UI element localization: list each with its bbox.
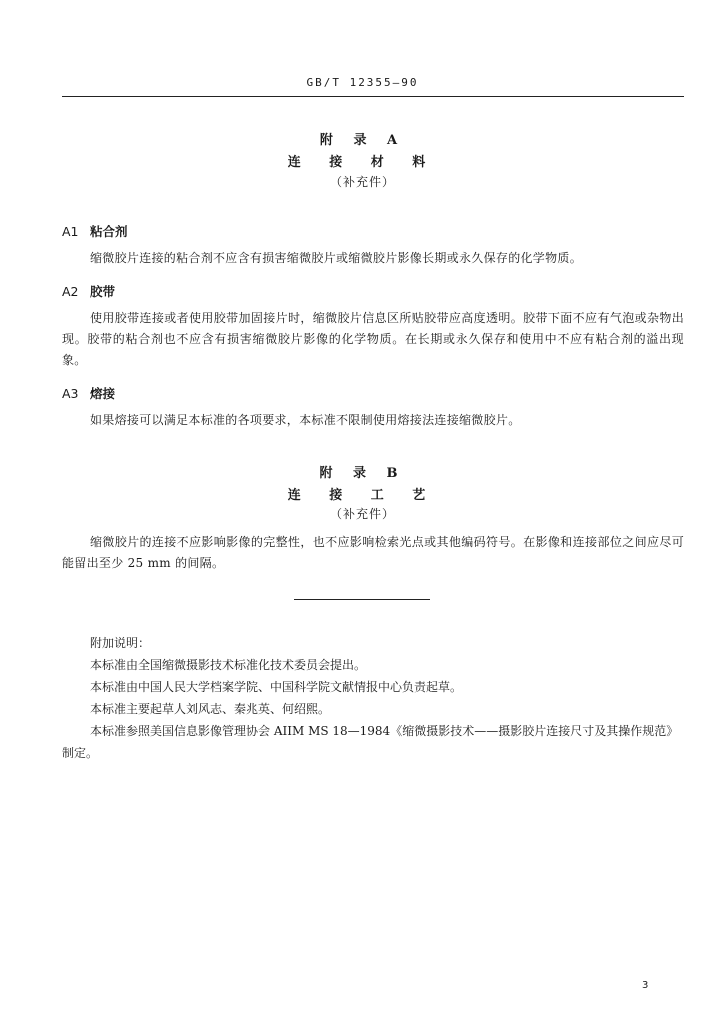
note-line: 本标准由中国人民大学档案学院、中国科学院文献情报中心负责起草。 xyxy=(90,680,463,694)
section-number: A1 xyxy=(62,224,79,239)
additional-notes-title: 附加说明： xyxy=(90,636,151,650)
page-number: 3 xyxy=(642,980,649,991)
section-title: 熔接 xyxy=(90,386,116,401)
annex-b-text: 缩微胶片的连接不应影响影像的完整性，也不应影响检索光点或其他编码符号。在影像和连接部位之间应尽可能留出至少 25 mm 的间隔。 xyxy=(62,535,684,570)
note-line: 本标准参照美国信息影像管理协会 AIIM MS 18—1984《缩微摄影技术——摄影胶片连接尺寸及其操作规范》制定。 xyxy=(62,724,679,760)
header-rule xyxy=(62,96,684,97)
section-a1-text: 缩微胶片连接的粘合剂不应含有损害缩微胶片或缩微胶片影像长期或永久保存的化学物质。 xyxy=(90,251,583,265)
section-title: 粘合剂 xyxy=(90,224,128,239)
annex-a-label: 附 录 A xyxy=(319,133,406,148)
note-line: 本标准由全国缩微摄影技术标准化技术委员会提出。 xyxy=(90,658,367,672)
section-a1-heading xyxy=(62,222,128,240)
section-title: 胶带 xyxy=(90,284,116,299)
section-a3-text: 如果熔接可以满足本标准的各项要求，本标准不限制使用熔接法连接缩微胶片。 xyxy=(90,413,521,427)
annex-b-title: 连 接 工 艺 xyxy=(287,488,438,503)
annex-b-label: 附 录 B xyxy=(319,466,406,481)
standard-code: GB/T 12355—90 xyxy=(306,76,419,89)
section-number: A3 xyxy=(62,386,79,401)
note-line: 本标准主要起草人刘风志、秦兆英、何绍熙。 xyxy=(90,702,331,716)
annex-b-note: （补充件） xyxy=(329,507,395,521)
section-number: A2 xyxy=(62,284,79,299)
section-divider xyxy=(294,599,430,600)
section-a2-heading xyxy=(62,282,115,300)
annex-a-title: 连 接 材 料 xyxy=(287,155,438,170)
section-a3-heading xyxy=(62,384,115,402)
additional-notes xyxy=(62,632,684,764)
section-a2-text: 使用胶带连接或者使用胶带加固接片时，缩微胶片信息区所贴胶带应高度透明。胶带下面不应有气泡或杂物出现。胶带的粘合剂也不应含有损害缩微胶片影像的化学物质。在长期或永久保存和使用中不应有粘合剂的溢出现象。 xyxy=(62,311,684,367)
annex-a-note: （补充件） xyxy=(329,175,395,189)
